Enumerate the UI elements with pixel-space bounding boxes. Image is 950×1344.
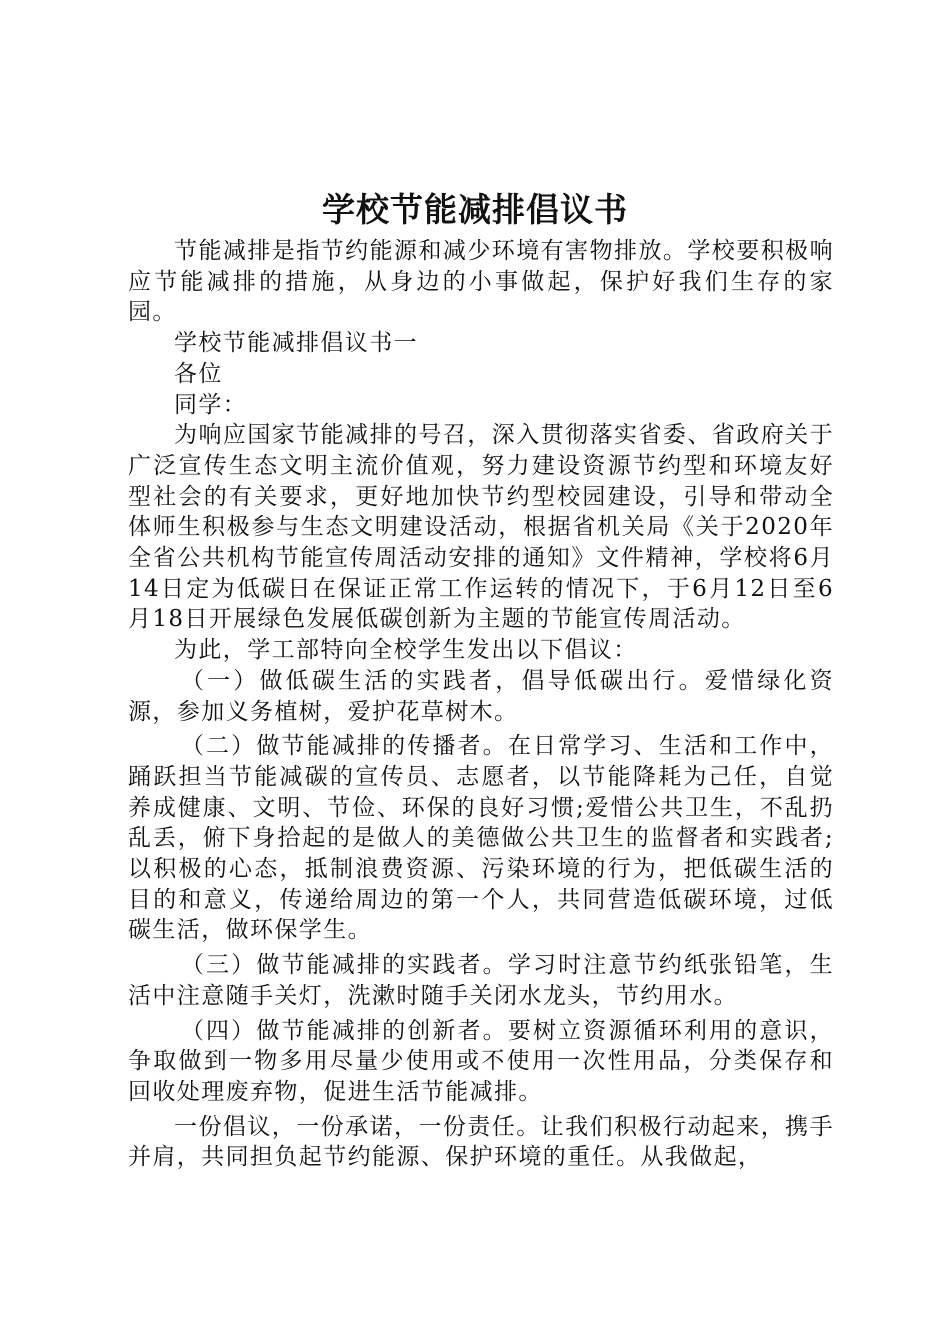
intro-paragraph: 节能减排是指节约能源和减少环境有害物排放。学校要积极响应节能减排的措施，从身边的小事做起，保护好我们生存的家园。 [128, 238, 834, 326]
body-paragraph: 为响应国家节能减排的号召，深入贯彻落实省委、省政府关于广泛宣传生态文明主流价值观，努力建设资源节约型和环境友好型社会的有关要求，更好地加快节约型校园建设，引导和带动全体师生积极参与生态文明建设活动，根据省机关局《关于2020年全省公共机构节能宣传周活动安排的通知》文件精神，学校将6月14日定为低碳日在保证正常工作运转的情况下，于6月12日至6月18日开展绿色发展低碳创新为主题的节能宣传周活动。 [128, 422, 834, 633]
proposal-item-3: （三）做节能减排的实践者。学习时注意节约纸张铅笔，生活中注意随手关灯，洗漱时随手关闭水龙头，节约用水。 [128, 952, 834, 1009]
proposal-item-4: （四）做节能减排的创新者。要树立资源循环利用的意识，争取做到一物多用尽量少使用或不使用一次性用品，分类保存和回收处理废弃物，促进生活节能减排。 [128, 1017, 834, 1105]
body-paragraph: 为此，学工部特向全校学生发出以下倡议： [174, 637, 638, 664]
section-heading: 学校节能减排倡议书一 [174, 330, 418, 357]
salutation-line-2: 同学： [174, 391, 248, 418]
proposal-item-2: （二）做节能减排的传播者。在日常学习、生活和工作中，踊跃担当节能减碳的宣传员、志愿者，以节能降耗为己任，自觉养成健康、文明、节俭、环保的良好习惯;爱惜公共卫生，不乱扔乱丢，俯下身拾起的是做人的美德做公共卫生的监督者和实践者;以积极的心态，抵制浪费资源、污染环境的行为，把低碳生活的目的和意义，传递给周边的第一个人，共同营造低碳环境，过低碳生活，做环保学生。 [128, 733, 834, 944]
salutation-line-1: 各位 [174, 360, 223, 387]
proposal-item-1: （一）做低碳生活的实践者，倡导低碳出行。爱惜绿化资源，参加义务植树，爱护花草树木。 [128, 667, 834, 725]
closing-paragraph: 一份倡议，一份承诺，一份责任。让我们积极行动起来，携手并肩，共同担负起节约能源、保护环境的重任。从我做起， [128, 1113, 834, 1171]
document-body [128, 236, 834, 1173]
document-title: 学校节能减排倡议书 [322, 190, 628, 229]
